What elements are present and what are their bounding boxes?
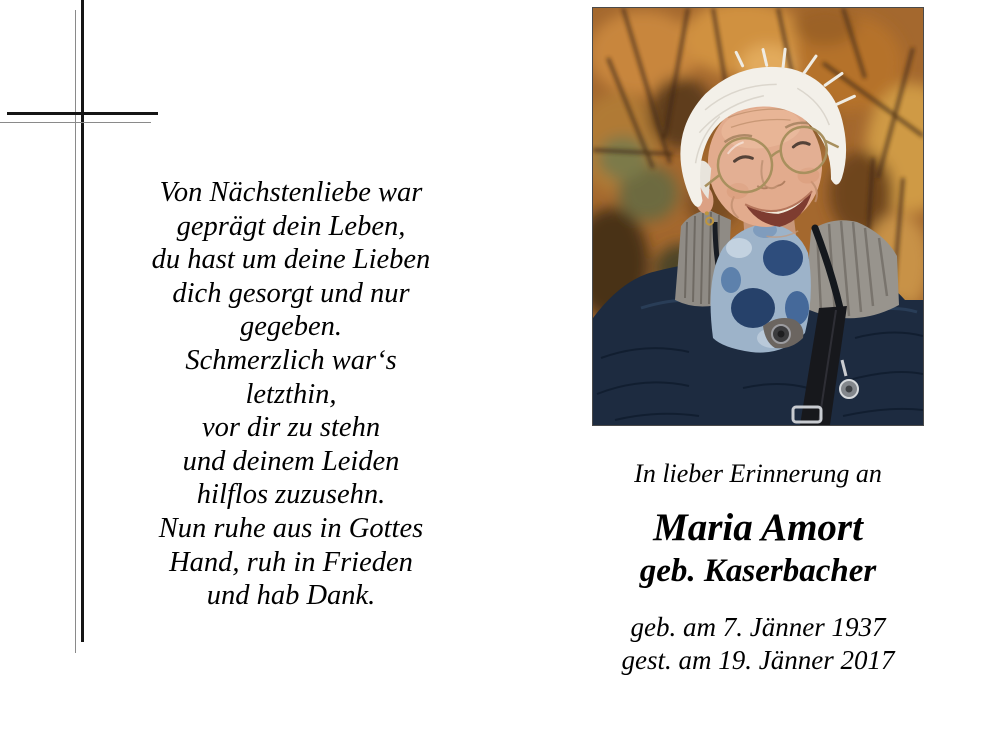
memorial-text bbox=[591, 458, 925, 677]
poem-line: Schmerzlich war‘s bbox=[185, 344, 397, 376]
poem-line: du hast um deine Lieben bbox=[151, 244, 431, 276]
poem-line: hilflos zuzusehn. bbox=[196, 479, 386, 511]
cross-vertical-line bbox=[81, 0, 84, 642]
deceased-name: Maria Amort bbox=[653, 506, 863, 549]
poem-line: und hab Dank. bbox=[206, 580, 376, 612]
poem-line: und deinem Leiden bbox=[182, 445, 400, 477]
poem-line: gegeben. bbox=[239, 311, 343, 343]
poem-line: vor dir zu stehn bbox=[201, 412, 381, 444]
poem-line: Hand, ruh in Frieden bbox=[169, 546, 413, 578]
memorial-intro: In lieber Erinnerung an bbox=[634, 459, 882, 488]
birth-date: geb. am 7. Jänner 1937 bbox=[630, 612, 886, 642]
poem-line: Nun ruhe aus in Gottes bbox=[158, 512, 424, 544]
poem-line: letzthin, bbox=[245, 378, 337, 410]
portrait-illustration bbox=[593, 8, 923, 425]
poem-line: geprägt dein Leben, bbox=[176, 210, 406, 242]
portrait-photo bbox=[592, 7, 924, 426]
cross-horizontal-line bbox=[7, 112, 158, 115]
death-date: gest. am 19. Jänner 2017 bbox=[621, 645, 895, 675]
life-dates bbox=[591, 611, 925, 677]
cross-vertical-shadow-line bbox=[75, 10, 76, 653]
poem-line: Von Nächstenliebe war bbox=[159, 177, 423, 208]
poem-text bbox=[105, 176, 477, 613]
cross-horizontal-shadow-line bbox=[0, 122, 151, 123]
poem-line: dich gesorgt und nur bbox=[172, 277, 410, 309]
maiden-name: geb. Kaserbacher bbox=[639, 553, 877, 589]
